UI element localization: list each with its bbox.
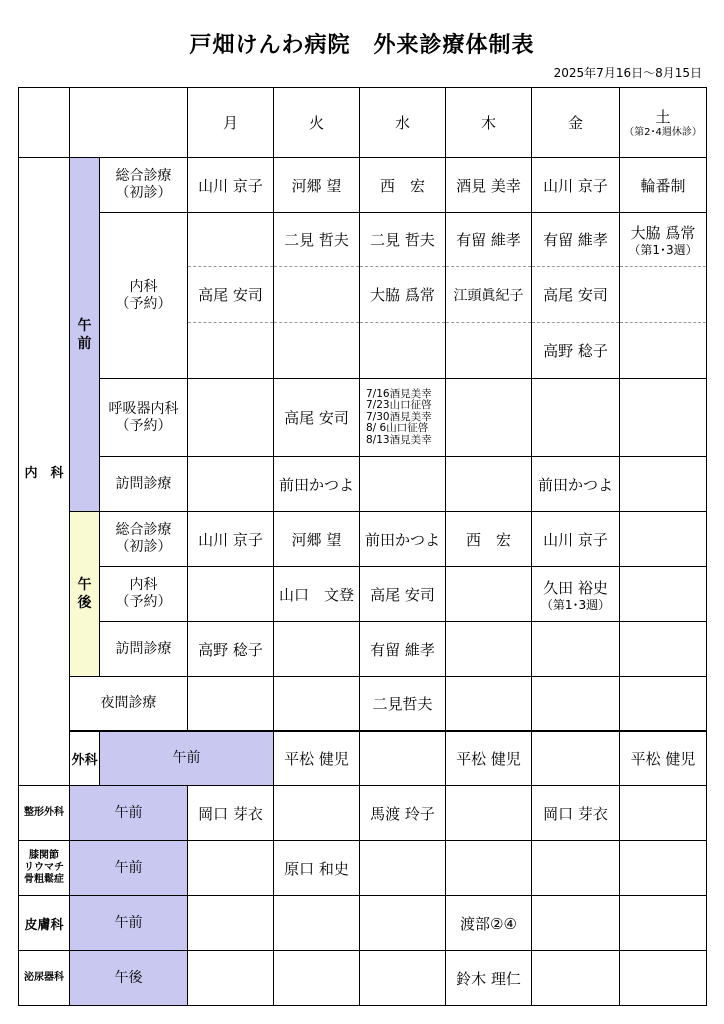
pm-general-tue: 河郷 望 bbox=[274, 512, 360, 567]
dept-hifu: 皮膚科 bbox=[19, 896, 70, 951]
pm-general-wed: 前田かつよ bbox=[360, 512, 446, 567]
dept-hinyo: 泌尿器科 bbox=[19, 951, 70, 1006]
sat-label: 土 bbox=[655, 108, 671, 126]
rheuma-wed bbox=[360, 841, 446, 896]
geka-tue bbox=[360, 731, 446, 786]
pm-internal-fri-note: （第1･3週） bbox=[540, 597, 611, 612]
pm-internal-wed: 高尾 安司 bbox=[360, 567, 446, 622]
rheuma-fri bbox=[532, 841, 620, 896]
seikei-sat bbox=[620, 786, 707, 841]
am-label bbox=[70, 158, 100, 512]
am-resp-tue: 高尾 安司 bbox=[274, 379, 360, 457]
seikei-mon: 岡口 芽衣 bbox=[188, 786, 274, 841]
pm-internal-thu bbox=[446, 567, 532, 622]
am-resp-cat bbox=[100, 379, 188, 457]
am-internal-r3-tue bbox=[274, 323, 360, 379]
am-resp-mon bbox=[188, 379, 274, 457]
am-visit-mon bbox=[188, 457, 274, 512]
night-fri bbox=[532, 677, 620, 731]
am-visit-wed bbox=[360, 457, 446, 512]
pm-general-mon: 山川 京子 bbox=[188, 512, 274, 567]
am-visit-thu bbox=[446, 457, 532, 512]
am-label-2: 前 bbox=[77, 335, 92, 352]
am-internal-r1-fri: 有留 維孝 bbox=[532, 213, 620, 267]
seikei-fri: 岡口 芽衣 bbox=[532, 786, 620, 841]
am-internal-r3-thu bbox=[446, 323, 532, 379]
am-internal-note: （予約） bbox=[115, 295, 172, 312]
dept-naika: 内 科 bbox=[19, 158, 70, 786]
pm-label-1: 午 bbox=[77, 577, 92, 593]
pm-internal-cat bbox=[100, 567, 188, 622]
am-general-wed: 西 宏 bbox=[360, 158, 446, 213]
am-general-note: （初診） bbox=[115, 185, 172, 201]
rheuma-time: 午前 bbox=[70, 841, 188, 896]
am-general-mon: 山川 京子 bbox=[188, 158, 274, 213]
geka-thu bbox=[532, 731, 620, 786]
am-internal-r1-sat-note: （第1･3週） bbox=[628, 243, 698, 257]
am-internal-r3-wed bbox=[360, 323, 446, 379]
am-internal-r2-wed: 大脇 爲常 bbox=[360, 267, 446, 323]
hifu-fri bbox=[532, 896, 620, 951]
sat-note: （第2･4週休診） bbox=[624, 127, 702, 138]
night-tue bbox=[274, 677, 360, 731]
hifu-time: 午前 bbox=[70, 896, 188, 951]
am-resp-wed bbox=[360, 379, 446, 457]
pm-internal-fri bbox=[532, 567, 620, 622]
am-resp-wed-3: 7/30酒見美幸 bbox=[366, 410, 432, 423]
page-title: 戸畑けんわ病院 外来診療体制表 bbox=[189, 33, 535, 58]
header-blank-2 bbox=[70, 88, 188, 158]
rheuma-tue: 原口 和史 bbox=[274, 841, 360, 896]
am-resp-label: 呼吸器内科 bbox=[108, 400, 179, 417]
seikei-wed: 馬渡 玲子 bbox=[360, 786, 446, 841]
hifu-tue bbox=[274, 896, 360, 951]
pm-internal-label: 内科 bbox=[129, 577, 158, 593]
am-internal-r2-sat bbox=[620, 267, 707, 323]
hinyo-time: 午後 bbox=[70, 951, 188, 1006]
pm-visit-cat: 訪問診療 bbox=[100, 622, 188, 677]
am-general-tue: 河郷 望 bbox=[274, 158, 360, 213]
am-label-1: 午 bbox=[77, 317, 92, 334]
am-general-label: 総合診療 bbox=[115, 168, 172, 184]
geka-time: 午前 bbox=[100, 731, 274, 786]
dept-seikei: 整形外科 bbox=[19, 786, 70, 841]
night-cat: 夜間診療 bbox=[70, 677, 188, 731]
pm-visit-thu bbox=[446, 622, 532, 677]
header-thu: 木 bbox=[446, 88, 532, 158]
schedule-table bbox=[18, 87, 707, 1006]
am-visit-fri: 前田かつよ bbox=[532, 457, 620, 512]
header-wed: 水 bbox=[360, 88, 446, 158]
rheuma-thu bbox=[446, 841, 532, 896]
seikei-thu bbox=[446, 786, 532, 841]
hifu-thu: 渡部②④ bbox=[446, 896, 532, 951]
pm-visit-mon: 高野 稔子 bbox=[188, 622, 274, 677]
night-sat bbox=[620, 677, 707, 731]
pm-visit-sat bbox=[620, 622, 707, 677]
am-visit-tue: 前田かつよ bbox=[274, 457, 360, 512]
header-sat bbox=[620, 88, 707, 158]
pm-visit-tue bbox=[274, 622, 360, 677]
rheuma-line-3: 骨粗鬆症 bbox=[24, 874, 64, 885]
pm-general-fri: 山川 京子 bbox=[532, 512, 620, 567]
hinyo-wed bbox=[360, 951, 446, 1006]
header-tue: 火 bbox=[274, 88, 360, 158]
am-resp-wed-2: 7/23山口征啓 bbox=[366, 399, 432, 412]
night-mon bbox=[188, 677, 274, 731]
am-visit-cat: 訪問診療 bbox=[100, 457, 188, 512]
am-internal-r3-mon bbox=[188, 323, 274, 379]
am-visit-sat bbox=[620, 457, 707, 512]
header-blank bbox=[19, 88, 70, 158]
hifu-sat bbox=[620, 896, 707, 951]
pm-internal-note: （予約） bbox=[115, 594, 172, 610]
am-internal-r1-sat bbox=[620, 213, 707, 267]
am-resp-note: （予約） bbox=[115, 417, 172, 434]
pm-general-sat bbox=[620, 512, 707, 567]
am-internal-label: 内科 bbox=[129, 278, 158, 295]
rheuma-sat bbox=[620, 841, 707, 896]
pm-general-label: 総合診療 bbox=[115, 522, 172, 538]
pm-general-cat bbox=[100, 512, 188, 567]
am-internal-r1-thu: 有留 維孝 bbox=[446, 213, 532, 267]
pm-internal-tue: 山口 文登 bbox=[274, 567, 360, 622]
am-internal-r1-sat-name: 大脇 爲常 bbox=[630, 224, 696, 242]
hinyo-sat bbox=[620, 951, 707, 1006]
am-resp-wed-5: 8/13酒見美幸 bbox=[366, 433, 432, 446]
pm-internal-mon bbox=[188, 567, 274, 622]
pm-general-note: （初診） bbox=[115, 539, 172, 555]
pm-label-2: 後 bbox=[77, 595, 92, 611]
dept-rheuma bbox=[19, 841, 70, 896]
pm-visit-fri bbox=[532, 622, 620, 677]
period-date: 2025年7月16日～8月15日 bbox=[553, 66, 702, 80]
am-internal-r2-tue bbox=[274, 267, 360, 323]
am-general-fri: 山川 京子 bbox=[532, 158, 620, 213]
am-internal-r3-fri: 高野 稔子 bbox=[532, 323, 620, 379]
rheuma-mon bbox=[188, 841, 274, 896]
pm-internal-fri-name: 久田 裕史 bbox=[543, 578, 608, 597]
header-mon: 月 bbox=[188, 88, 274, 158]
am-resp-wed-1: 7/16酒見美幸 bbox=[366, 387, 432, 400]
rheuma-line-2: リウマチ bbox=[24, 862, 64, 873]
am-internal-r2-mon: 高尾 安司 bbox=[188, 267, 274, 323]
am-internal-r3-sat bbox=[620, 323, 707, 379]
am-resp-wed-4: 8/ 6山口征啓 bbox=[366, 422, 429, 435]
am-internal-cat bbox=[100, 213, 188, 379]
am-internal-r1-tue: 二見 哲夫 bbox=[274, 213, 360, 267]
am-internal-r1-wed: 二見 哲夫 bbox=[360, 213, 446, 267]
seikei-time: 午前 bbox=[70, 786, 188, 841]
header-fri: 金 bbox=[532, 88, 620, 158]
am-resp-fri bbox=[532, 379, 620, 457]
hinyo-thu: 鈴木 理仁 bbox=[446, 951, 532, 1006]
pm-internal-sat bbox=[620, 567, 707, 622]
geka-mon: 平松 健児 bbox=[274, 731, 360, 786]
night-thu bbox=[446, 677, 532, 731]
geka-wed: 平松 健児 bbox=[446, 731, 532, 786]
pm-general-thu: 西 宏 bbox=[446, 512, 532, 567]
am-general-sat: 輪番制 bbox=[620, 158, 707, 213]
seikei-tue bbox=[274, 786, 360, 841]
hifu-wed bbox=[360, 896, 446, 951]
night-wed: 二見哲夫 bbox=[360, 677, 446, 731]
rheuma-line-1: 膝関節 bbox=[29, 850, 59, 861]
hinyo-tue bbox=[274, 951, 360, 1006]
dept-geka: 外科 bbox=[70, 731, 100, 786]
hinyo-fri bbox=[532, 951, 620, 1006]
am-resp-thu bbox=[446, 379, 532, 457]
pm-visit-wed: 有留 維孝 bbox=[360, 622, 446, 677]
hinyo-mon bbox=[188, 951, 274, 1006]
geka-fri: 平松 健児 bbox=[620, 731, 707, 786]
hifu-mon bbox=[188, 896, 274, 951]
am-internal-r1-mon bbox=[188, 213, 274, 267]
am-general-thu: 酒見 美幸 bbox=[446, 158, 532, 213]
am-internal-r2-fri: 高尾 安司 bbox=[532, 267, 620, 323]
am-internal-r2-thu: 江頭眞紀子 bbox=[446, 267, 532, 323]
am-general-cat bbox=[100, 158, 188, 213]
pm-label bbox=[70, 512, 100, 677]
am-resp-sat bbox=[620, 379, 707, 457]
